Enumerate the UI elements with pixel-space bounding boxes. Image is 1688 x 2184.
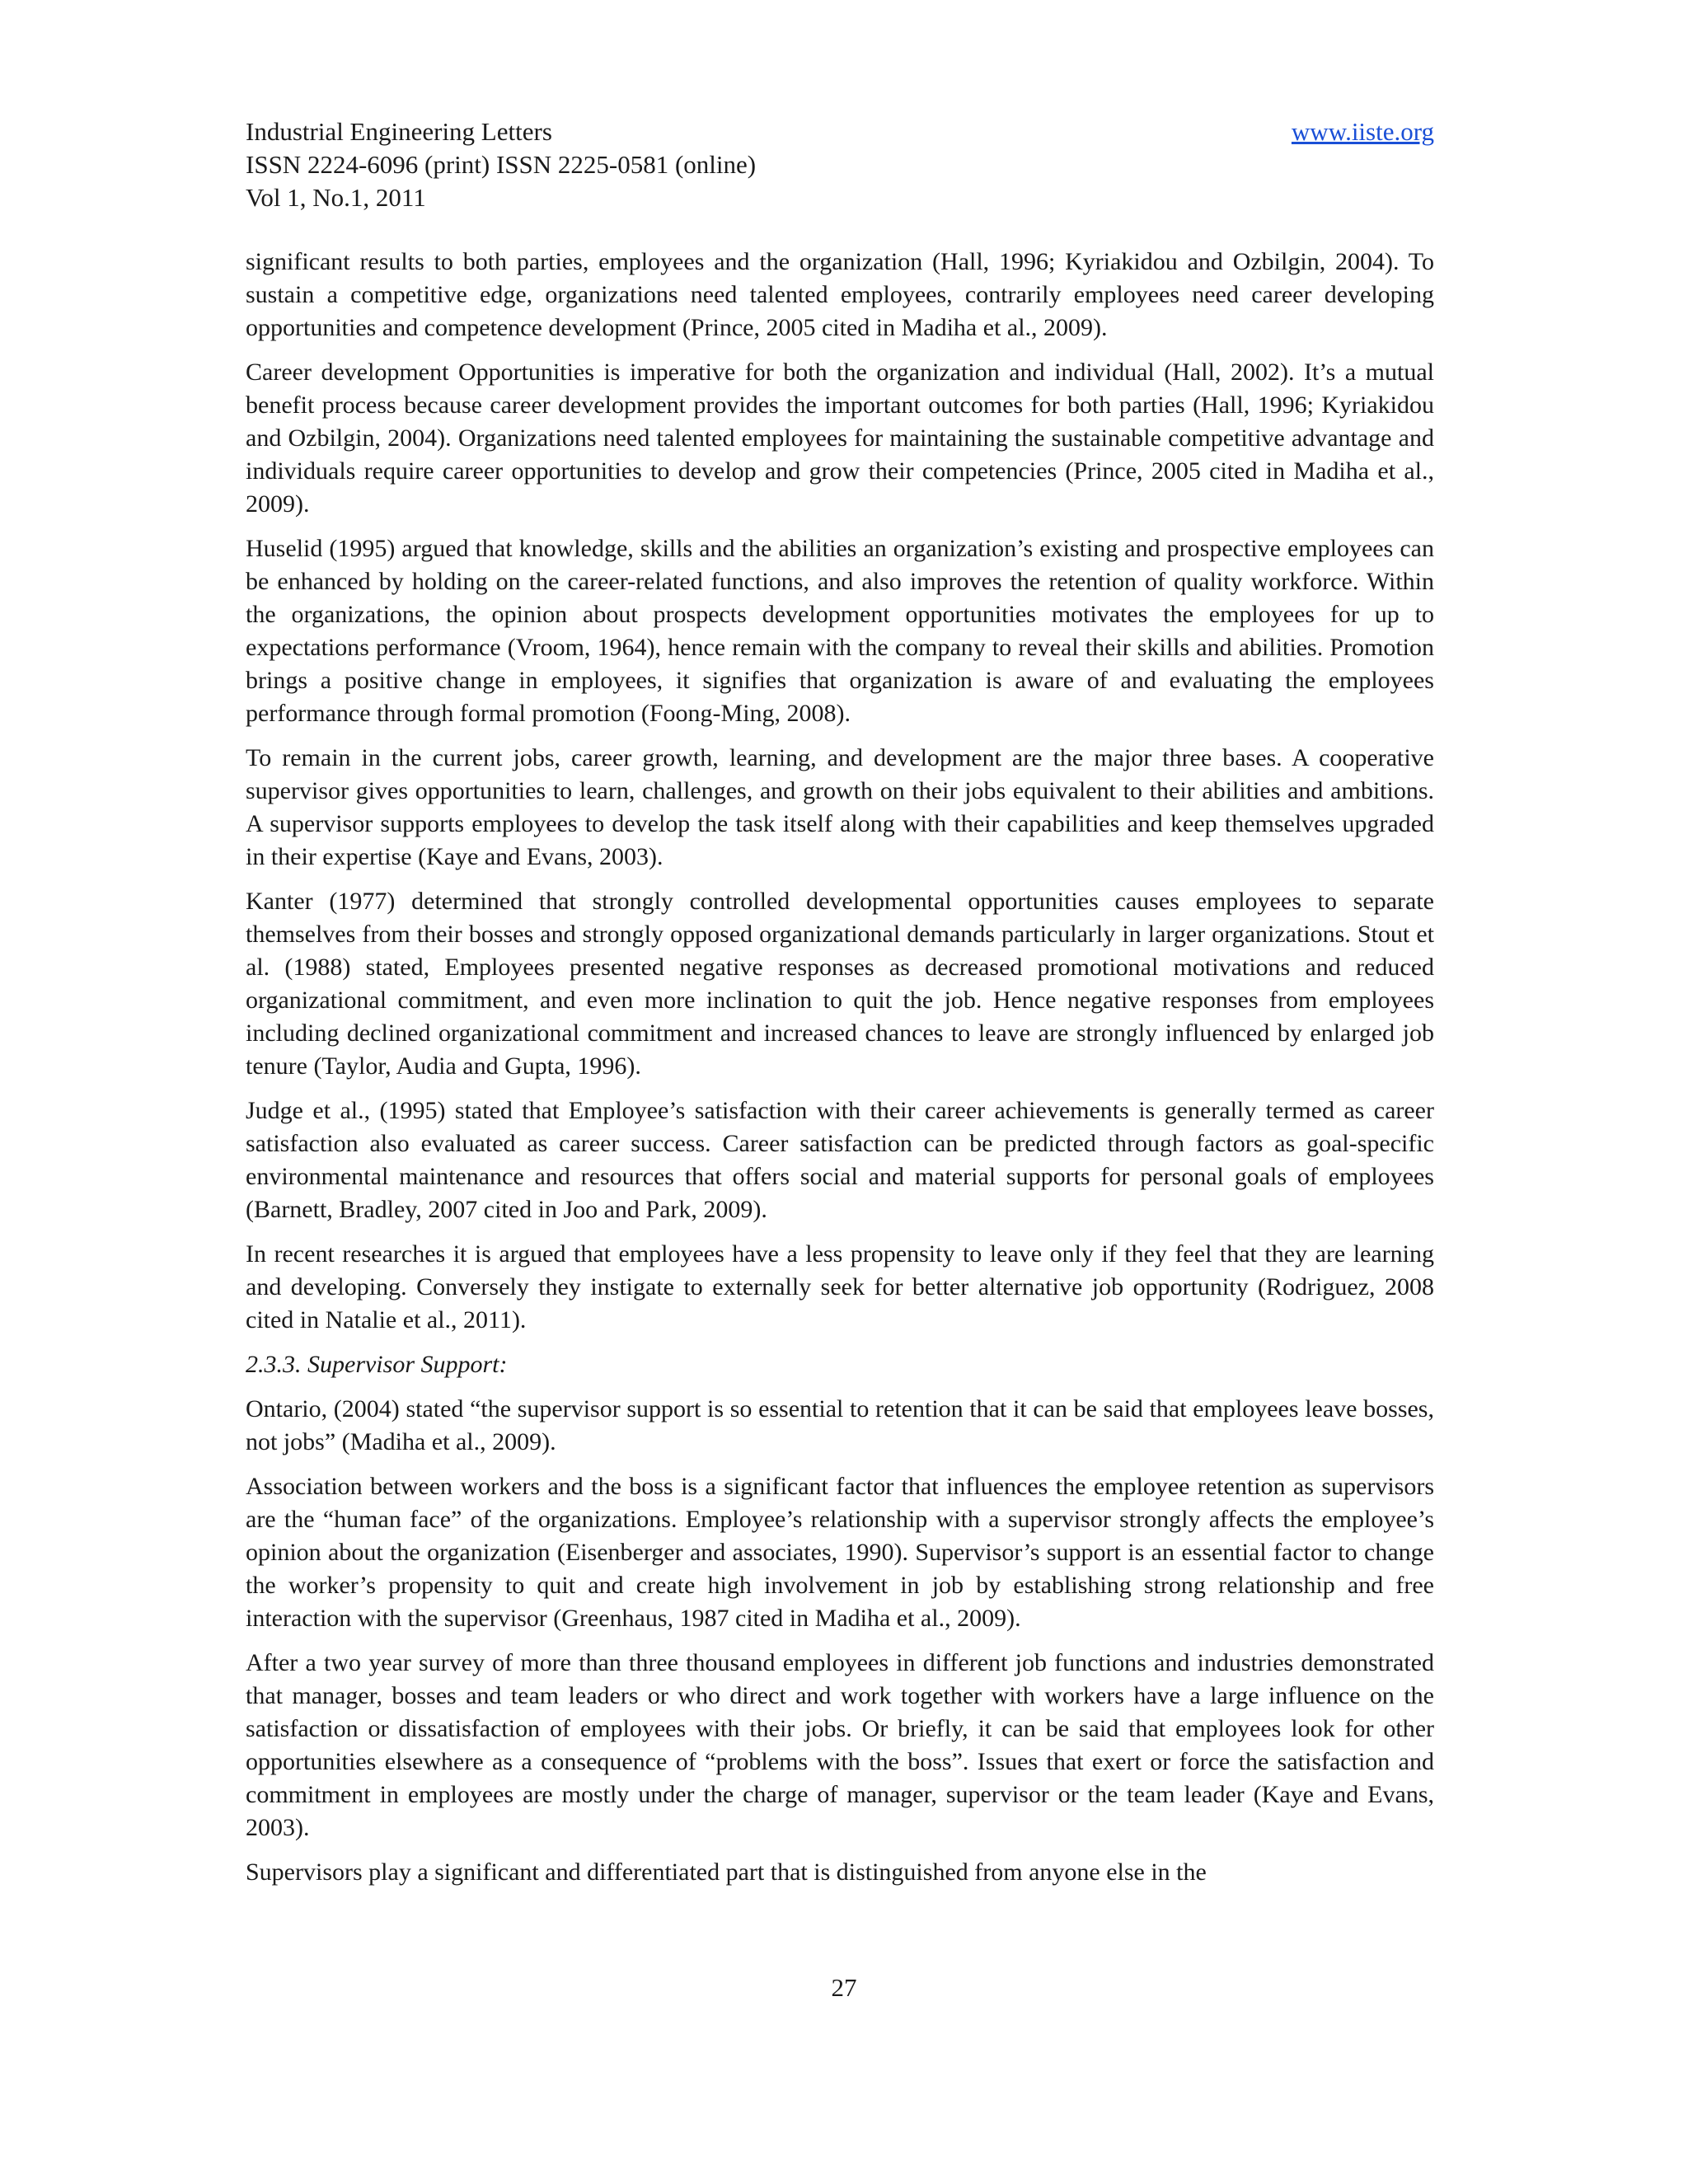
paragraph: Huselid (1995) argued that knowledge, skills and the abilities an organization’s existing and prospective employees can be enhanced by holding on the career-related functions, and also improves the retention of quality workforce. Within the organizations, the opinion about prospects development opportunities motivates the employees for up to expectations performance (Vroom, 1964), hence remain with the company to reveal their skills and abilities. Promotion brings a positive change in employees, it signifies that organization is aware of and evaluating the employees performance through formal promotion (Foong-Ming, 2008).	[246, 535, 1434, 727]
page-number: 27	[831, 1973, 857, 2002]
journal-volume: Vol 1, No.1, 2011	[246, 183, 426, 212]
journal-url-link[interactable]: www.iiste.org	[1291, 117, 1434, 146]
page	[246, 115, 1434, 1900]
paragraph: Ontario, (2004) stated “the supervisor support is so essential to retention that it can be said that employees leave bosses, not jobs” (Madiha et al., 2009).	[246, 1395, 1434, 1455]
section-heading: 2.3.3. Supervisor Support:	[246, 1351, 508, 1378]
journal-header	[246, 115, 1434, 214]
paragraph: Judge et al., (1995) stated that Employee’s satisfaction with their career achievements is generally termed as career satisfaction also evaluated as career success. Career satisfaction can be predicted through factors as goal-specific environmental maintenance and resources that offers social and material supports for personal goals of employees (Barnett, Bradley, 2007 cited in Joo and Park, 2009).	[246, 1097, 1434, 1223]
article-body	[246, 246, 1434, 1889]
paragraph: After a two year survey of more than three thousand employees in different job functions and industries demonstrated that manager, bosses and team leaders or who direct and work together with workers have a large influence on the satisfaction or dissatisfaction of employees with their jobs. Or briefly, it can be said that employees look for other opportunities elsewhere as a consequence of “problems with the boss”. Issues that exert or force the satisfaction and commitment in employees are mostly under the charge of manager, supervisor or the team leader (Kaye and Evans, 2003).	[246, 1649, 1434, 1841]
paragraph: Association between workers and the boss is a significant factor that influences the employee retention as supervisors are the “human face” of the organizations. Employee’s relationship with a supervisor strongly affects the employee’s opinion about the organization (Eisenberger and associates, 1990). Supervisor’s support is an essential factor to change the worker’s propensity to quit and create high involvement in job by establishing strong relationship and free interaction with the supervisor (Greenhaus, 1987 cited in Madiha et al., 2009).	[246, 1473, 1434, 1632]
paragraph: In recent researches it is argued that employees have a less propensity to leave only if they feel that they are learning and developing. Conversely they instigate to externally seek for better alternative job opportunity (Rodriguez, 2008 cited in Natalie et al., 2011).	[246, 1240, 1434, 1333]
paragraph: To remain in the current jobs, career growth, learning, and development are the major three bases. A cooperative supervisor gives opportunities to learn, challenges, and growth on their jobs equivalent to their abilities and ambitions. A supervisor supports employees to develop the task itself along with their capabilities and keep themselves upgraded in their expertise (Kaye and Evans, 2003).	[246, 744, 1434, 870]
journal-title: Industrial Engineering Letters	[246, 117, 552, 146]
paragraph: significant results to both parties, employees and the organization (Hall, 1996; Kyriakidou and Ozbilgin, 2004). To sustain a competitive edge, organizations need talented employees, contrarily employees need career developing opportunities and competence development (Prince, 2005 cited in Madiha et al., 2009).	[246, 248, 1434, 341]
paragraph: Career development Opportunities is imperative for both the organization and individual (Hall, 2002). It’s a mutual benefit process because career development provides the important outcomes for both parties (Hall, 1996; Kyriakidou and Ozbilgin, 2004). Organizations need talented employees for maintaining the sustainable competitive advantage and individuals require career opportunities to develop and grow their competencies (Prince, 2005 cited in Madiha et al., 2009).	[246, 359, 1434, 518]
paragraph: Supervisors play a significant and differentiated part that is distinguished from anyone else in the	[246, 1858, 1207, 1886]
journal-issn: ISSN 2224-6096 (print) ISSN 2225-0581 (online)	[246, 150, 757, 179]
paragraph: Kanter (1977) determined that strongly controlled developmental opportunities causes employees to separate themselves from their bosses and strongly opposed organizational demands particularly in larger organizations. Stout et al. (1988) stated, Employees presented negative responses as decreased promotional motivations and reduced organizational commitment, and even more inclination to quit the job. Hence negative responses from employees including declined organizational commitment and increased chances to leave are strongly influenced by enlarged job tenure (Taylor, Audia and Gupta, 1996).	[246, 888, 1434, 1080]
